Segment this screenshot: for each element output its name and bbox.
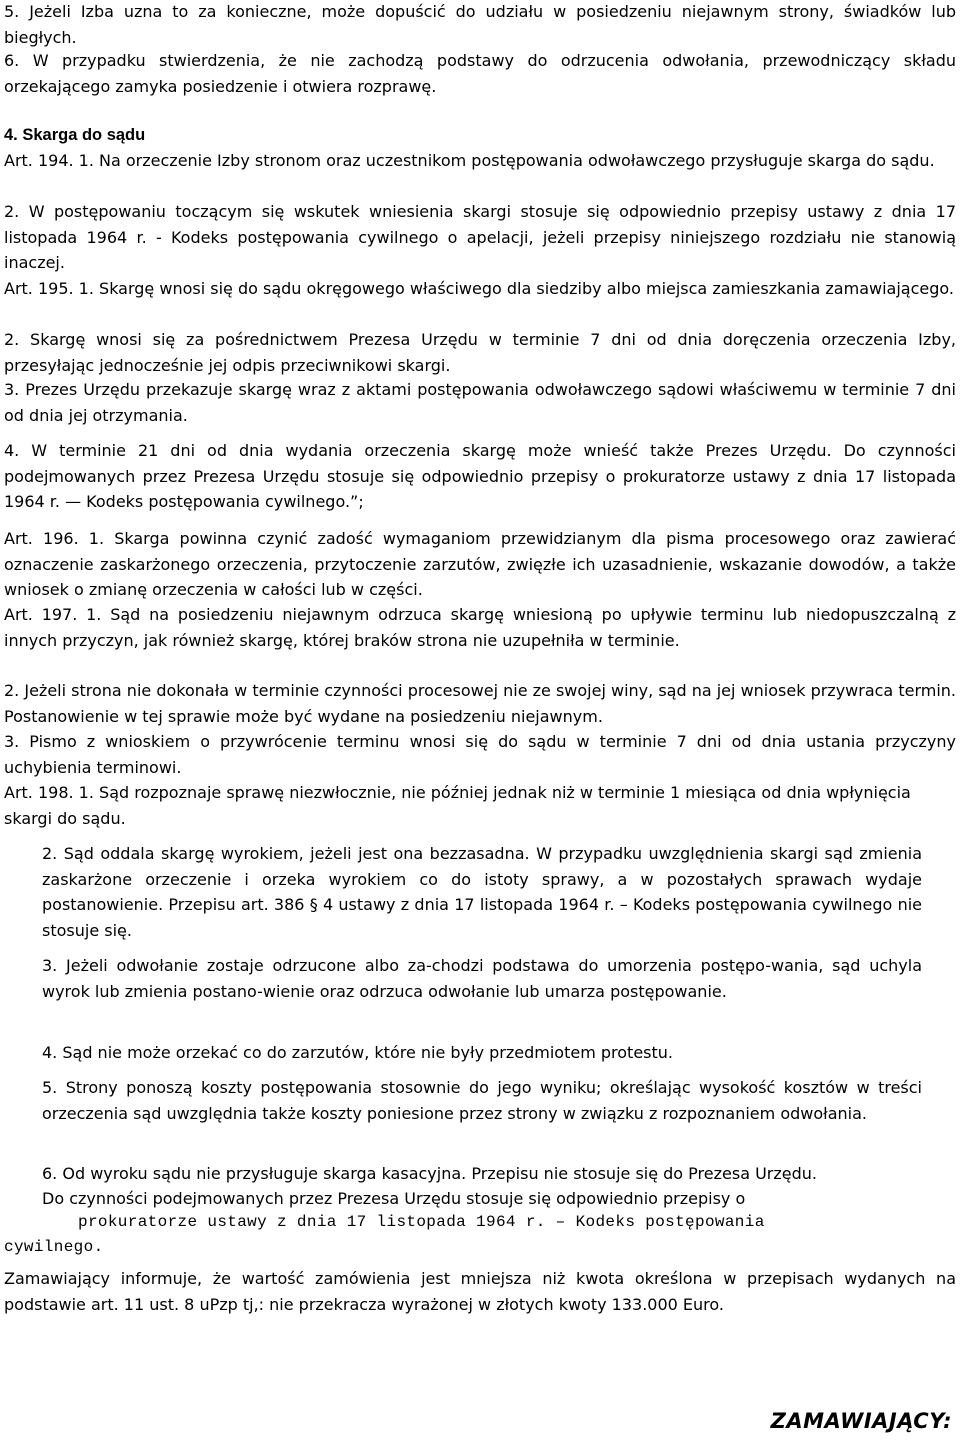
art-194-2: 2. W postępowaniu toczącym się wskutek wniesienia skargi stosuje się odpowiednio przepisy ustawy z dnia 17 listopada 1964 r. - Kodeks postępowania cywilnego o apelacji, jeżeli przepisy niniejszego rozdziału nie stanowią inaczej. bbox=[4, 202, 956, 272]
art-198-2: 2. Sąd oddala skargę wyrokiem, jeżeli jest ona bezzasadna. W przypadku uwzględnienia skargi sąd zmienia zaskarżone orzeczenie i orzeka wyrokiem co do istoty sprawy, a w pozostałych sprawach wydaje postanowienie. Przepisu art. 386 § 4 ustawy z dnia 17 listopada 1964 r. – Kodeks postępowania cywilnego nie stosuje się. bbox=[42, 844, 922, 940]
art-195-3: 3. Prezes Urzędu przekazuje skargę wraz z aktami postępowania odwoławczego sądowi właściwemu w terminie 7 dni od dnia jej otrzymania. bbox=[4, 380, 956, 425]
art-195-1: Art. 195. 1. Skargę wnosi się do sądu okręgowego właściwego dla siedziby albo miejsca zamieszkania zamawiającego. bbox=[4, 279, 954, 298]
art-196-1: Art. 196. 1. Skarga powinna czynić zadość wymaganiom przewidzianym dla pisma procesowego oraz zawierać oznaczenie zaskarżonego orzeczenia, przytoczenie zarzutów, zwięzłe ich uzasadnienie, wskazanie dowodów, a także wniosek o zmianę orzeczenia w całości lub w części. bbox=[4, 529, 956, 599]
signature-label: ZAMAWIAJĄCY: bbox=[770, 1409, 952, 1433]
art-198-3: 3. Jeżeli odwołanie zostaje odrzucone albo za-chodzi podstawa do umorzenia postępo-wania, sąd uchyla wyrok lub zmienia postano-wienie oraz odrzuca odwołanie lub umarza postępowanie. bbox=[42, 956, 922, 1001]
contract-value-note: Zamawiający informuje, że wartość zamówienia jest mniejsza niż kwota określona w przepisach wydanych na podstawie art. 11 ust. 8 uPzp tj,: nie przekracza wyrażonej w złotych kwoty 133.000 Euro. bbox=[4, 1269, 956, 1314]
art-197-2: 2. Jeżeli strona nie dokonała w terminie czynności procesowej nie ze swojej winy, sąd na jej wniosek przywraca termin. Postanowienie w tej sprawie może być wydane na posiedzeniu niejawnym. bbox=[4, 681, 956, 726]
art-195-2: 2. Skargę wnosi się za pośrednictwem Prezesa Urzędu w terminie 7 dni od dnia doręczenia orzeczenia Izby, przesyłając jednocześnie jej odpis przeciwnikowi skargi. bbox=[4, 330, 956, 375]
section-heading: 4. Skarga do sądu bbox=[4, 126, 146, 144]
art-195-4: 4. W terminie 21 dni od dnia wydania orzeczenia skargę może wnieść także Prezes Urzędu. Do czynności podejmowanych przez Prezesa Urzędu stosuje się odpowiednio przepisy o prokuratorze ustawy z dnia 17 listopada 1964 r. — Kodeks postępowania cywilnego.”; bbox=[4, 441, 956, 511]
art-197-1: Art. 197. 1. Sąd na posiedzeniu niejawnym odrzuca skargę wniesioną po upływie terminu lub niedopuszczalną z innych przyczyn, jak również skargę, której braków strona nie uzupełniła w terminie. bbox=[4, 605, 956, 650]
art-198-4: 4. Sąd nie może orzekać co do zarzutów, które nie były przedmiotem protestu. bbox=[42, 1043, 673, 1062]
art-198-6-mono-end: cywilnego. bbox=[4, 1238, 104, 1256]
art-198-1: Art. 198. 1. Sąd rozpoznaje sprawę niezwłocznie, nie później jednak niż w terminie 1 miesiąca od dnia wpłynięcia skargi do sądu. bbox=[4, 783, 911, 828]
art-198-5: 5. Strony ponoszą koszty postępowania stosownie do jego wyniku; określając wysokość kosztów w treści orzeczenia sąd uwzględnia także koszty poniesione przez strony w związku z rozpoznaniem odwołania. bbox=[42, 1078, 922, 1123]
paragraph-5: 5. Jeżeli Izba uzna to za konieczne, może dopuścić do udziału w posiedzeniu niejawnym strony, świadków lub biegłych. bbox=[4, 2, 956, 47]
art-198-6: 6. Od wyroku sądu nie przysługuje skarga kasacyjna. Przepisu nie stosuje się do Prezesa Urzędu. bbox=[42, 1164, 817, 1183]
art-198-6-cont: Do czynności podejmowanych przez Prezesa Urzędu stosuje się odpowiednio przepisy o bbox=[42, 1189, 746, 1208]
art-194-1: Art. 194. 1. Na orzeczenie Izby stronom oraz uczestnikom postępowania odwoławczego przysługuje skarga do sądu. bbox=[4, 151, 935, 170]
art-197-3: 3. Pismo z wnioskiem o przywrócenie terminu wnosi się do sądu w terminie 7 dni od dnia ustania przyczyny uchybienia terminowi. bbox=[4, 732, 956, 777]
paragraph-6: 6. W przypadku stwierdzenia, że nie zachodzą podstawy do odrzucenia odwołania, przewodniczący składu orzekającego zamyka posiedzenie i otwiera rozprawę. bbox=[4, 51, 956, 96]
art-198-6-mono-line: prokuratorze ustawy z dnia 17 listopada 1964 r. – Kodeks postępowania bbox=[78, 1213, 765, 1231]
